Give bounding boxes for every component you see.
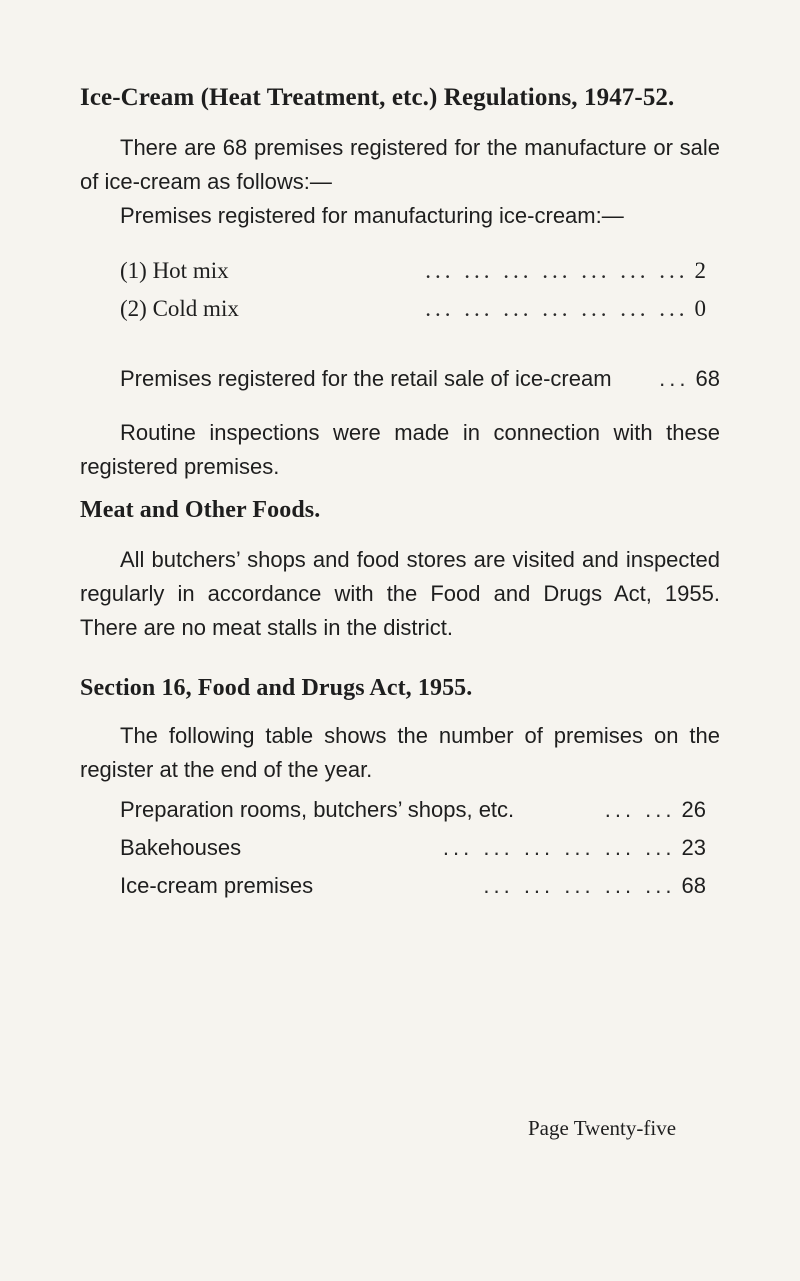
ice-cream-premises-label: Ice-cream premises: [120, 873, 314, 898]
retail-value: 68: [695, 366, 720, 391]
meat-line-1: All butchers’ shops and food stores are visited and inspected: [120, 547, 720, 572]
section-16-line-2: register at the end of the year.: [80, 757, 373, 782]
dot-leader: ... ... ... ... ... ... ...: [425, 296, 689, 321]
meat-line-3: There are no meat stalls in the district.: [80, 615, 453, 640]
ice-cream-intro: [80, 131, 720, 199]
preparation-rooms-label: Preparation rooms, butchers’ shops, etc.: [120, 797, 515, 822]
ice-cream-premises-value: 68: [681, 873, 706, 898]
retail-row: [120, 366, 720, 392]
meat-paragraph: [80, 543, 720, 645]
dot-leader: ... ... ... ... ... ... ...: [425, 258, 689, 283]
ice-cream-intro-line-1: There are 68 premises registered for the manufacture or sale: [120, 135, 720, 160]
page-number: Page Twenty-five: [528, 1116, 677, 1140]
table-row: [120, 873, 706, 899]
hot-mix-value: 2: [694, 258, 706, 283]
section-16-paragraph: [80, 719, 720, 787]
inspection-paragraph: [80, 416, 720, 484]
hot-mix-row: [120, 258, 706, 284]
inspection-line-1: Routine inspections were made in connection with these: [120, 420, 720, 445]
section-16-line-1: The following table shows the number of premises on the: [120, 723, 720, 748]
cold-mix-value: 0: [694, 296, 706, 321]
manufacturing-label: Premises registered for manufacturing ice-cream:—: [120, 203, 624, 228]
cold-mix-label: (2) Cold mix: [120, 296, 239, 321]
dot-leader: ...: [659, 366, 690, 391]
retail-label: Premises registered for the retail sale of ice-cream: [120, 366, 612, 391]
meat-heading: Meat and Other Foods.: [80, 497, 321, 523]
dot-leader: ... ... ... ... ... ...: [442, 835, 676, 860]
dot-leader: ... ... ... ... ...: [483, 873, 676, 898]
cold-mix-row: [120, 296, 706, 322]
bakehouses-value: 23: [681, 835, 706, 860]
inspection-line-2: registered premises.: [80, 454, 280, 479]
table-row: [120, 835, 706, 861]
meat-line-2: regularly in accordance with the Food and Drugs Act, 1955.: [80, 581, 720, 606]
hot-mix-label: (1) Hot mix: [120, 258, 229, 283]
preparation-rooms-value: 26: [681, 797, 706, 822]
section-16-heading: Section 16, Food and Drugs Act, 1955.: [80, 675, 473, 701]
bakehouses-label: Bakehouses: [120, 835, 242, 860]
ice-cream-heading: Ice-Cream (Heat Treatment, etc.) Regulations, 1947-52.: [80, 84, 675, 111]
ice-cream-intro-line-2: of ice-cream as follows:—: [80, 169, 332, 194]
table-row: [120, 797, 706, 823]
dot-leader: ... ...: [604, 797, 676, 822]
